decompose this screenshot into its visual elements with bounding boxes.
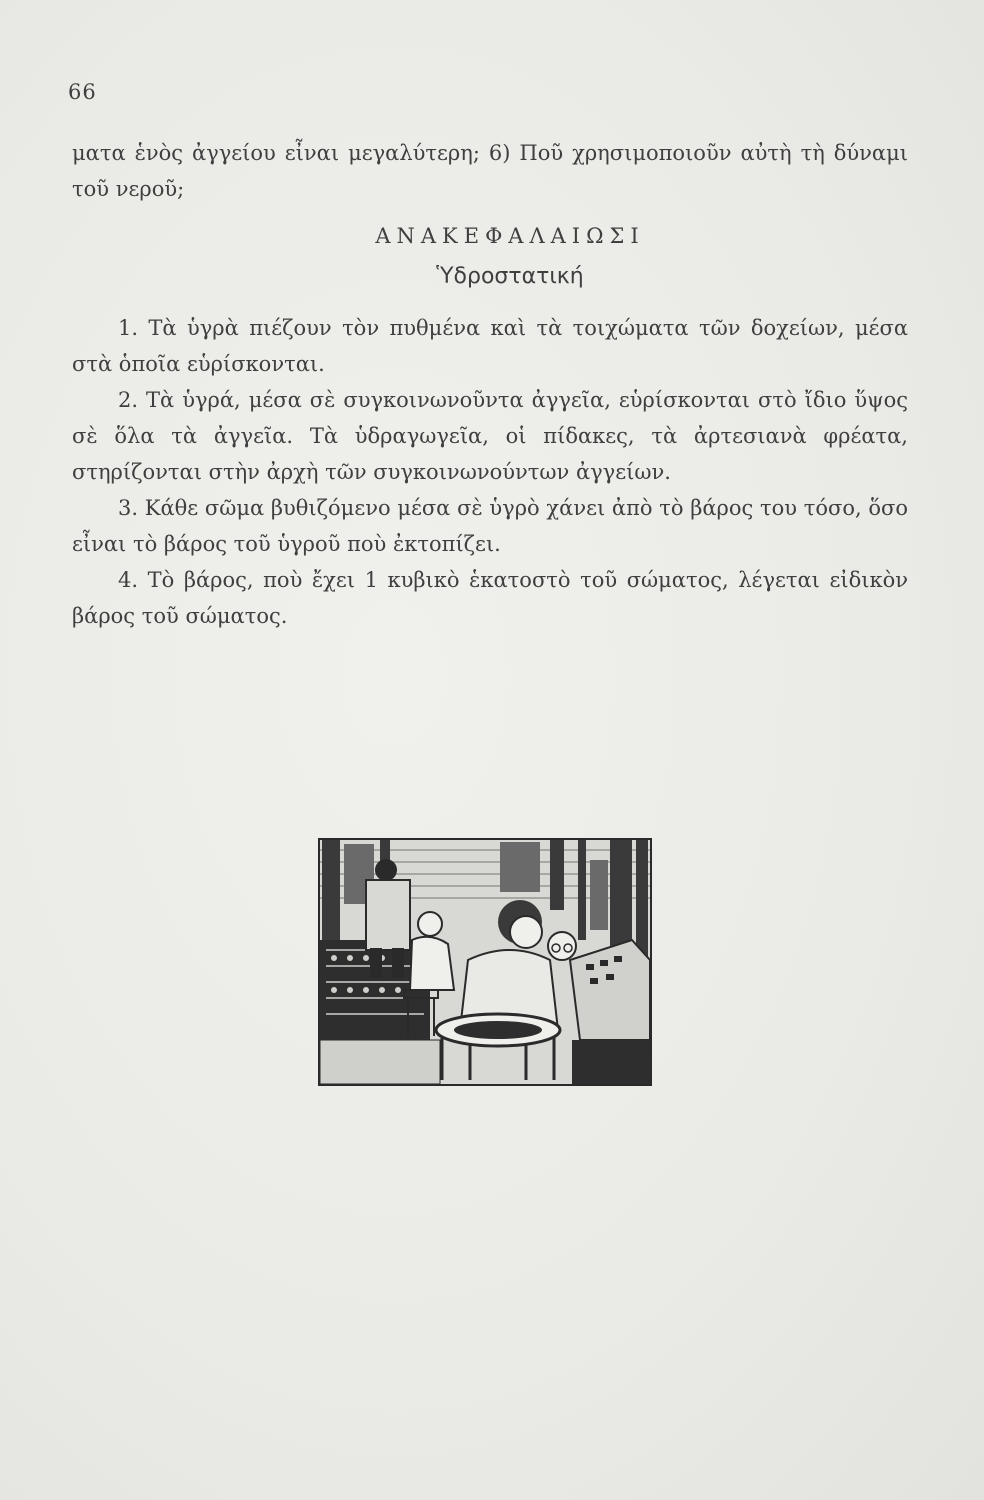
summary-point-4: 4. Τὸ βάρος, ποὺ ἔχει 1 κυβικὸ ἑκατοστὸ τοῦ σώματος, λέγεται εἰδικὸν βάρος τοῦ σώματος. [72,568,908,628]
section-subheading: Ὑδροστατική [436,264,584,289]
page-number: 66 [68,80,97,104]
section-heading: ΑΝΑΚΕΦΑΛΑΙΩΣΙ [375,224,645,248]
summary-point-1: 1. Τὰ ὑγρὰ πιέζουν τὸν πυθμένα καὶ τὰ τοιχώματα τῶν δοχείων, μέσα στὰ ὁποῖα εὑρίσκονται. [72,316,908,376]
summary-point-2: 2. Τὰ ὑγρά, μέσα σὲ συγκοινωνοῦντα ἀγγεῖα, εὑρίσκονται στὸ ἴδιο ὕψος σὲ ὅλα τὰ ἀγγεῖα. Τὰ ὑδραγωγεῖα, οἱ πίδακες, τὰ ἀρτεσιανὰ φρέατα, στηρίζονται στὴν ἀρχὴ τῶν συγκοινωνούντων ἀγγείων. [72,388,908,484]
summary-points [72,310,908,634]
control-room-illustration [318,838,652,1086]
summary-point-3: 3. Κάθε σῶμα βυθιζόμενο μέσα σὲ ὑγρὸ χάνει ἀπὸ τὸ βάρος του τόσο, ὅσο εἶναι τὸ βάρος τοῦ ὑγροῦ ποὺ ἐκτοπίζει. [72,496,908,556]
intro-paragraph: ματα ἑνὸς ἀγγείου εἶναι μεγαλύτερη; 6) Ποῦ χρησιμοποιοῦν αὐτὴ τὴ δύναμι τοῦ νεροῦ; [72,141,908,201]
